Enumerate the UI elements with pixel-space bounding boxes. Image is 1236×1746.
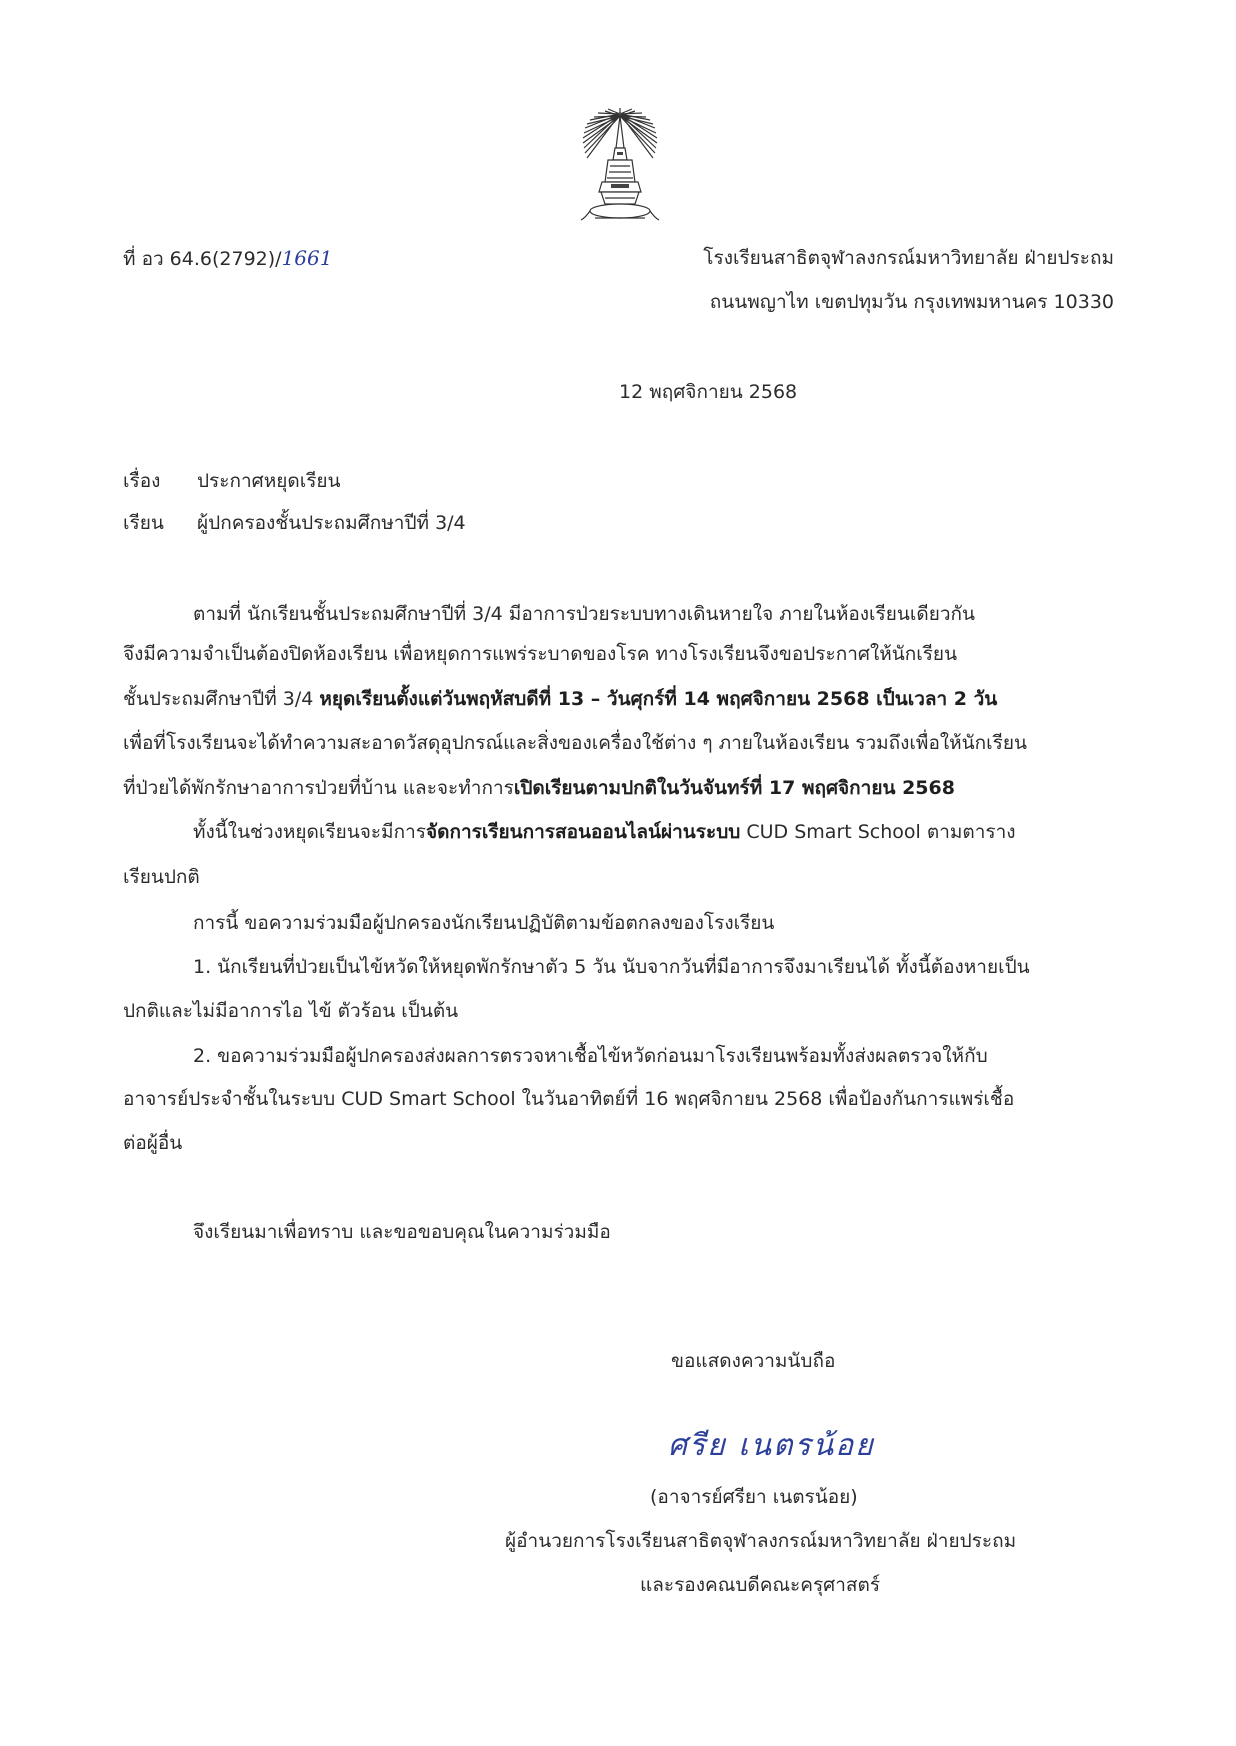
body-paragraph-1-line-4: เพื่อที่โรงเรียนจะได้ทำความสะอาดวัสดุอุปกรณ์และสิ่งของเครื่องใช้ต่าง ๆ ภายในห้องเรียน รวมถึงเพื่อให้นักเรียน <box>123 732 1027 754</box>
body-paragraph-2-line-1 <box>193 813 1118 851</box>
reference-number <box>123 243 332 274</box>
body-paragraph-2-line-2: เรียนปกติ <box>123 866 200 888</box>
cud-system-text: CUD Smart School ตามตาราง <box>740 821 1016 843</box>
recipient-label: เรียน <box>123 512 164 534</box>
signatory-name: (อาจารย์ศรียา เนตรน้อย) <box>650 1486 858 1508</box>
body-paragraph-1-line-5 <box>123 769 1118 807</box>
item-2-line-3: ต่อผู้อื่น <box>123 1132 183 1154</box>
reference-handwritten-number: 1661 <box>281 246 333 270</box>
phra-kiao-emblem-icon <box>575 108 665 248</box>
body-paragraph-1-line-2: จึงมีความจำเป็นต้องปิดห้องเรียน เพื่อหยุดการแพร่ระบาดของโรค ทางโรงเรียนจึงขอประกาศให้นักเรียน <box>123 643 958 665</box>
school-address: ถนนพญาไท เขตปทุมวัน กรุงเทพมหานคร 10330 <box>709 291 1114 313</box>
body-paragraph-1-line-1: ตามที่ นักเรียนชั้นประถมศึกษาปีที่ 3/4 มีอาการป่วยระบบทางเดินหายใจ ภายในห้องเรียนเดียวกัน <box>193 603 975 625</box>
closure-dates-bold: หยุดเรียนตั้งแต่วันพฤหัสบดีที่ 13 – วันศุกร์ที่ 14 พฤศจิกายน 2568 เป็นเวลา 2 วัน <box>319 688 998 710</box>
body-paragraph-3: การนี้ ขอความร่วมมือผู้ปกครองนักเรียนปฏิบัติตามข้อตกลงของโรงเรียน <box>193 912 775 934</box>
item-1-line-2: ปกติและไม่มีอาการไอ ไข้ ตัวร้อน เป็นต้น <box>123 1000 459 1022</box>
signatory-position-line-1: ผู้อำนวยการโรงเรียนสาธิตจุฬาลงกรณ์มหาวิทยาลัย ฝ่ายประถม <box>505 1530 1017 1552</box>
closing-sentence: จึงเรียนมาเพื่อทราบ และขอขอบคุณในความร่วมมือ <box>193 1221 611 1243</box>
subject-label: เรื่อง <box>123 470 161 492</box>
body-paragraph-1-line-3 <box>123 680 1118 718</box>
letter-date: 12 พฤศจิกายน 2568 <box>619 381 798 403</box>
regards-text: ขอแสดงความนับถือ <box>671 1350 836 1372</box>
subject-text: ประกาศหยุดเรียน <box>197 470 341 492</box>
rest-text: ที่ป่วยได้พักรักษาอาการป่วยที่บ้าน และจะทำการ <box>123 777 514 799</box>
signatory-position-line-2: และรองคณบดีคณะครุศาสตร์ <box>640 1574 881 1596</box>
online-learning-bold: จัดการเรียนการสอนออนไลน์ผ่านระบบ <box>425 821 741 843</box>
handwritten-signature: ศรีย เนตรน้อย <box>668 1428 875 1463</box>
online-intro-text: ทั้งนี้ในช่วงหยุดเรียนจะมีการ <box>193 821 426 843</box>
recipient-text: ผู้ปกครองชั้นประถมศึกษาปีที่ 3/4 <box>197 512 466 534</box>
grade-text: ชั้นประถมศึกษาปีที่ 3/4 <box>123 688 320 710</box>
reopen-date-bold: เปิดเรียนตามปกติในวันจันทร์ที่ 17 พฤศจิกายน 2568 <box>513 777 955 799</box>
item-1-line-1: 1. นักเรียนที่ป่วยเป็นไข้หวัดให้หยุดพักรักษาตัว 5 วัน นับจากวันที่มีอาการจึงมาเรียนได้ ทั้งนี้ต้องหายเป็น <box>193 956 1030 978</box>
recipient-line <box>123 508 466 538</box>
reference-prefix: ที่ อว 64.6(2792)/ <box>123 248 282 270</box>
school-name: โรงเรียนสาธิตจุฬาลงกรณ์มหาวิทยาลัย ฝ่ายประถม <box>703 247 1114 269</box>
item-2-line-2: อาจารย์ประจำชั้นในระบบ CUD Smart School ในวันอาทิตย์ที่ 16 พฤศจิกายน 2568 เพื่อป้องกันการแพร่เชื้อ <box>123 1088 1015 1110</box>
item-2-line-1: 2. ขอความร่วมมือผู้ปกครองส่งผลการตรวจหาเชื้อไข้หวัดก่อนมาโรงเรียนพร้อมทั้งส่งผลตรวจให้กับ <box>193 1045 988 1067</box>
subject-line <box>123 466 341 496</box>
